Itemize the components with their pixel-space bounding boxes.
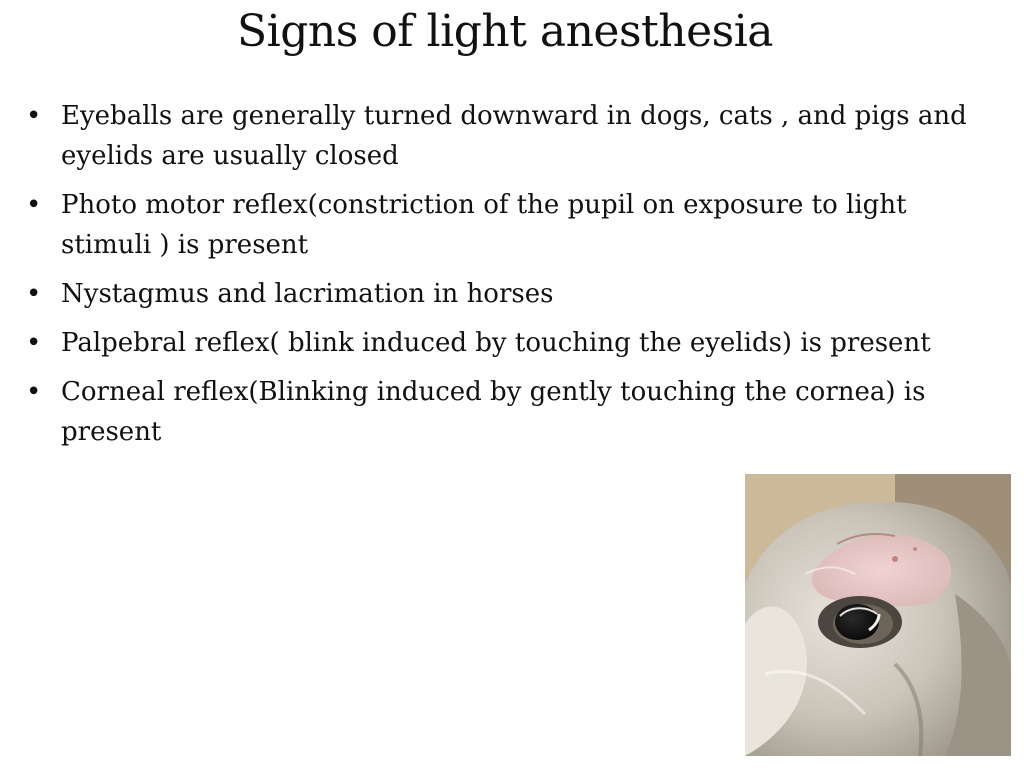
bullet-text: Photo motor reflex(constriction of the pupil on exposure to light stimuli ) is present: [61, 190, 907, 260]
dog-eye-photo: [745, 474, 1011, 756]
list-item: [24, 372, 984, 452]
bullet-text: Nystagmus and lacrimation in horses: [61, 279, 554, 309]
bullet-dot-icon: •: [26, 279, 42, 309]
dog-eye-illustration: [745, 474, 1011, 756]
bullet-text: Corneal reflex(Blinking induced by gently touching the cornea) is present: [61, 377, 926, 447]
bullet-list: [24, 96, 984, 461]
list-item: [24, 185, 984, 265]
bullet-dot-icon: •: [26, 190, 42, 220]
list-item: [24, 274, 984, 314]
list-item: [24, 323, 984, 363]
slide-title: Signs of light anesthesia: [237, 6, 773, 57]
list-item: [24, 96, 984, 176]
bullet-dot-icon: •: [26, 377, 42, 407]
bullet-dot-icon: •: [26, 101, 42, 131]
bullet-text: Palpebral reflex( blink induced by touching the eyelids) is present: [61, 328, 931, 358]
bullet-dot-icon: •: [26, 328, 42, 358]
bullet-text: Eyeballs are generally turned downward in dogs, cats , and pigs and eyelids are usually closed: [61, 101, 967, 171]
